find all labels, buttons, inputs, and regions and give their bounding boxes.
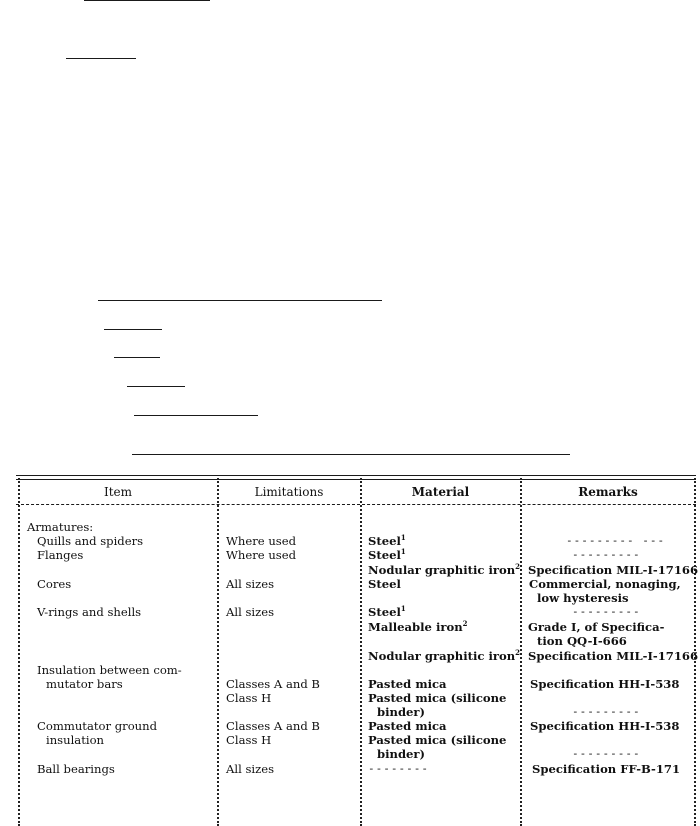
material-ground-ab: Pasted mica bbox=[368, 719, 447, 733]
item-bearings: Ball bearings bbox=[37, 762, 115, 776]
material-ground-h-1: Pasted mica (silicone bbox=[368, 733, 507, 747]
redaction-rule-6 bbox=[127, 386, 185, 387]
item-insulation-1: Insulation between com- bbox=[37, 663, 182, 677]
limit-ins-h: Class H bbox=[226, 691, 272, 705]
redaction-rule-1 bbox=[84, 0, 210, 1]
limit-ground-ab: Classes A and B bbox=[226, 719, 320, 733]
remark-vrings: --------- bbox=[572, 605, 641, 618]
redaction-rule-5 bbox=[114, 357, 160, 358]
remark-ground-ab: Specification HH-I-538 bbox=[530, 719, 680, 733]
remark-flanges-iron: Specification MIL-I-17166 bbox=[528, 563, 699, 577]
table-header-rule bbox=[16, 504, 696, 505]
material-flanges-iron: Nodular graphitic iron$^2$ bbox=[368, 562, 520, 577]
materials-table bbox=[0, 472, 700, 826]
table-top-rule bbox=[16, 475, 696, 476]
header-item: Item bbox=[103, 485, 133, 499]
item-quills: Quills and spiders bbox=[37, 534, 144, 548]
item-ground-1: Commutator ground bbox=[37, 719, 158, 733]
table-top-rule-2 bbox=[16, 479, 696, 480]
header-limitations: Limitations bbox=[254, 485, 324, 499]
remark-cores-1: Commercial, nonaging, bbox=[529, 577, 681, 591]
limit-cores: All sizes bbox=[226, 577, 275, 591]
material-quills: Steel$^1$ bbox=[368, 533, 406, 548]
limit-flanges: Where used bbox=[226, 548, 297, 562]
header-remarks: Remarks bbox=[578, 485, 638, 499]
column-divider-left bbox=[18, 478, 20, 826]
column-divider-1 bbox=[217, 478, 219, 826]
remark-vrings-malleable-1: Grade I, of Specifica- bbox=[528, 620, 665, 634]
material-vrings: Steel$^1$ bbox=[368, 604, 406, 619]
item-flanges: Flanges bbox=[37, 548, 84, 562]
limit-ins-ab: Classes A and B bbox=[226, 677, 320, 691]
material-ins-h-1: Pasted mica (silicone bbox=[368, 691, 507, 705]
redaction-rule-4 bbox=[104, 329, 162, 330]
remark-vrings-nodular: Specification MIL-I-17166 bbox=[528, 649, 699, 663]
redaction-rule-2 bbox=[66, 58, 136, 59]
remark-ins-h: --------- bbox=[572, 705, 641, 718]
limit-bearings: All sizes bbox=[226, 762, 275, 776]
redaction-rule-8 bbox=[132, 454, 570, 455]
material-ins-ab: Pasted mica bbox=[368, 677, 447, 691]
material-ground-h-2: binder) bbox=[377, 747, 426, 761]
item-insulation-2: mutator bars bbox=[46, 677, 123, 691]
limit-ground-h: Class H bbox=[226, 733, 272, 747]
remark-vrings-malleable-2: tion QQ-I-666 bbox=[537, 634, 627, 648]
item-vrings: V-rings and shells bbox=[37, 605, 142, 619]
item-cores: Cores bbox=[37, 577, 72, 591]
remark-ins-ab: Specification HH-I-538 bbox=[530, 677, 680, 691]
redaction-rule-7 bbox=[134, 415, 258, 416]
header-material: Material bbox=[411, 485, 470, 499]
remark-flanges: --------- bbox=[572, 548, 641, 561]
item-ground-2: insulation bbox=[46, 733, 105, 747]
remark-ground-h: --------- bbox=[572, 747, 641, 760]
material-ins-h-2: binder) bbox=[377, 705, 426, 719]
material-vrings-nodular: Nodular graphitic iron$^2$ bbox=[368, 648, 520, 663]
column-divider-3 bbox=[520, 478, 522, 826]
limit-vrings: All sizes bbox=[226, 605, 275, 619]
material-vrings-malleable: Malleable iron$^2$ bbox=[368, 619, 468, 634]
remark-bearings: Specification FF-B-171 bbox=[532, 762, 681, 776]
material-flanges: Steel$^1$ bbox=[368, 547, 406, 562]
item-armatures: Armatures: bbox=[27, 520, 94, 534]
remark-quills: --------- --- bbox=[566, 534, 666, 547]
material-bearings: -------- bbox=[368, 762, 429, 775]
limit-quills: Where used bbox=[226, 534, 297, 548]
material-cores: Steel bbox=[368, 577, 401, 591]
remark-cores-2: low hysteresis bbox=[537, 591, 629, 605]
column-divider-2 bbox=[360, 478, 362, 826]
redaction-rule-3 bbox=[98, 300, 382, 301]
